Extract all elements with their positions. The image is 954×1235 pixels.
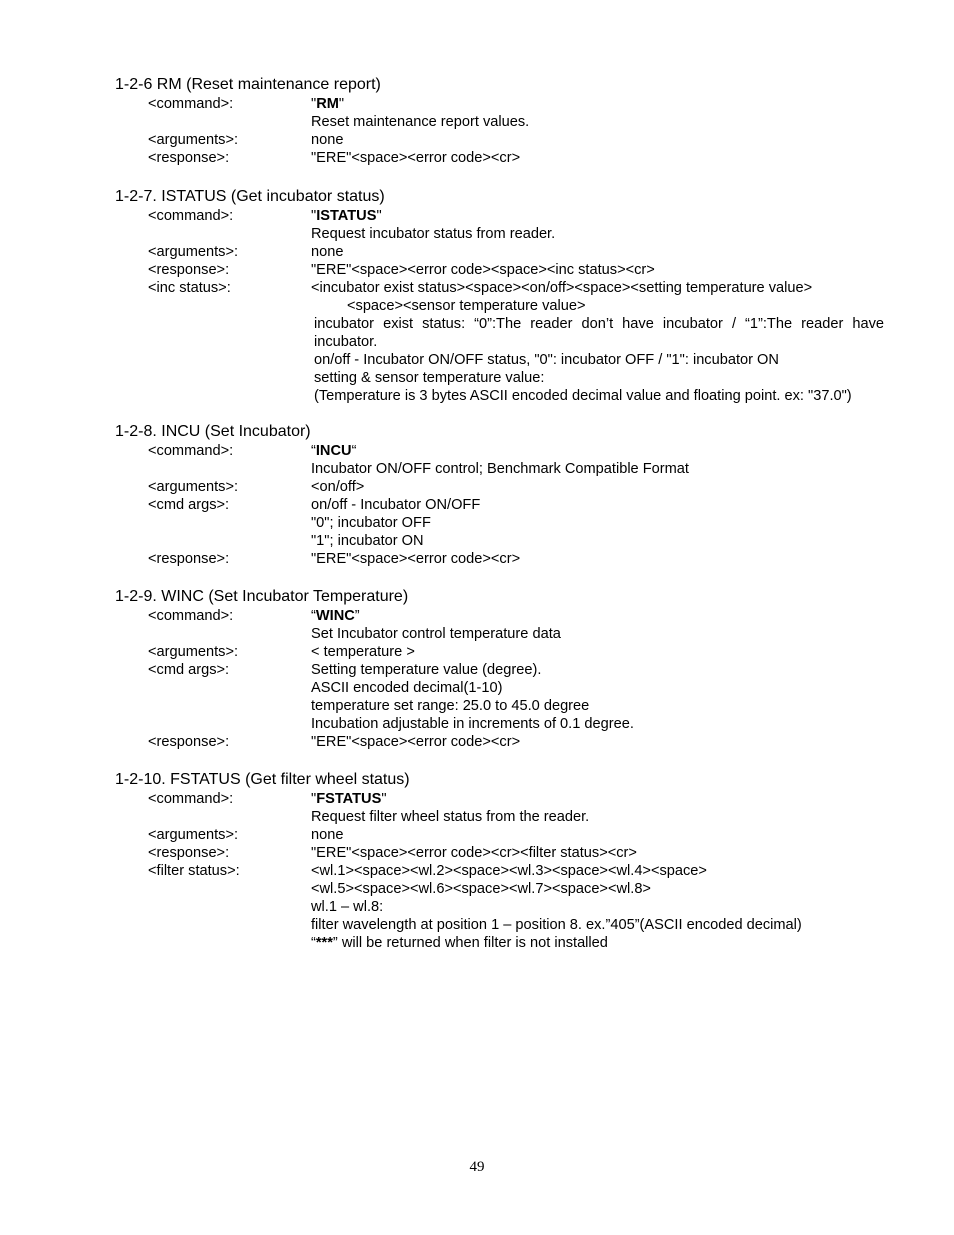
response-value: "ERE"<space><error code><space><inc status><cr>	[311, 262, 655, 278]
command-value: “INCU“	[311, 443, 357, 459]
section-heading: 1-2-10. FSTATUS (Get filter wheel status)	[115, 771, 410, 788]
cmd-args-line: Incubation adjustable in increments of 0.1 degree.	[311, 716, 634, 732]
cmd-args-row	[115, 697, 895, 715]
command-name: FSTATUS	[316, 791, 382, 807]
inc-status-row	[115, 315, 895, 333]
inc-status-line: setting & sensor temperature value:	[314, 370, 545, 386]
section-heading: 1-2-7. ISTATUS (Get incubator status)	[115, 188, 385, 205]
section-heading: 1-2-6 RM (Reset maintenance report)	[115, 76, 381, 93]
section-incu	[115, 422, 895, 568]
description-row	[115, 808, 895, 826]
response-row	[115, 550, 895, 568]
arguments-label: <arguments>:	[148, 479, 239, 495]
response-row	[115, 733, 895, 751]
command-row	[115, 95, 895, 113]
command-name: ISTATUS	[316, 208, 377, 224]
command-description: Request incubator status from reader.	[311, 226, 556, 242]
filter-status-row	[115, 934, 895, 952]
cmd-args-line: ASCII encoded decimal(1-10)	[311, 680, 503, 696]
arguments-label: <arguments>:	[148, 827, 239, 843]
response-label: <response>:	[148, 845, 230, 861]
arguments-label: <arguments>:	[148, 244, 239, 260]
arguments-value: none	[311, 244, 344, 260]
command-row	[115, 790, 895, 808]
inc-status-row	[115, 279, 895, 297]
cmd-args-line: Setting temperature value (degree).	[311, 662, 542, 678]
cmd-args-label: <cmd args>:	[148, 497, 230, 513]
arguments-value: none	[311, 827, 344, 843]
response-row	[115, 149, 895, 167]
section-istatus	[115, 187, 895, 405]
filter-status-line: <wl.5><space><wl.6><space><wl.7><space><wl.8>	[311, 881, 651, 897]
cmd-args-row	[115, 715, 895, 733]
inc-status-row	[115, 387, 895, 405]
description-row	[115, 225, 895, 243]
response-label: <response>:	[148, 734, 230, 750]
cmd-args-line: "0"; incubator OFF	[311, 515, 431, 531]
command-description: Request filter wheel status from the reader.	[311, 809, 590, 825]
section-heading: 1-2-9. WINC (Set Incubator Temperature)	[115, 588, 409, 605]
command-description: Set Incubator control temperature data	[311, 626, 561, 642]
response-value: "ERE"<space><error code><cr>	[311, 551, 521, 567]
command-value: "ISTATUS"	[311, 208, 382, 224]
arguments-value: < temperature >	[311, 644, 415, 660]
command-value: “WINC”	[311, 608, 360, 624]
section-heading: 1-2-8. INCU (Set Incubator)	[115, 423, 311, 440]
arguments-row	[115, 131, 895, 149]
command-row	[115, 207, 895, 225]
command-label: <command>:	[148, 608, 234, 624]
response-label: <response>:	[148, 262, 230, 278]
inc-status-row	[115, 297, 895, 315]
response-row	[115, 261, 895, 279]
not-installed-marker: ***	[315, 935, 333, 951]
section-winc	[115, 587, 895, 751]
inc-status-line: <incubator exist status><space><on/off><space><setting temperature value>	[311, 280, 813, 296]
command-label: <command>:	[148, 96, 234, 112]
command-name: RM	[316, 96, 339, 112]
command-row	[115, 607, 895, 625]
command-value: "RM"	[311, 96, 345, 112]
filter-status-label: <filter status>:	[148, 863, 240, 879]
description-row	[115, 460, 895, 478]
inc-status-row	[115, 333, 895, 351]
section-fstatus	[115, 770, 895, 952]
inc-status-line: (Temperature is 3 bytes ASCII encoded decimal value and floating point. ex: "37.0")	[314, 388, 852, 404]
filter-status-line: filter wavelength at position 1 – position 8. ex.”405”(ASCII encoded decimal)	[311, 917, 802, 933]
filter-status-row	[115, 898, 895, 916]
cmd-args-row	[115, 532, 895, 550]
command-name: WINC	[315, 608, 355, 624]
cmd-args-line: on/off - Incubator ON/OFF	[311, 497, 481, 513]
inc-status-line: incubator exist status: “0”:The reader don’t have incubator / “1”:The reader have	[314, 316, 884, 332]
command-description: Incubator ON/OFF control; Benchmark Compatible Format	[311, 461, 689, 477]
inc-status-line: on/off - Incubator ON/OFF status, "0": incubator OFF / "1": incubator ON	[314, 352, 779, 368]
section-rm	[115, 75, 895, 167]
cmd-args-line: temperature set range: 25.0 to 45.0 degree	[311, 698, 590, 714]
response-value: "ERE"<space><error code><cr><filter status><cr>	[311, 845, 637, 861]
inc-status-line: <space><sensor temperature value>	[347, 298, 586, 314]
cmd-args-row	[115, 496, 895, 514]
response-row	[115, 844, 895, 862]
arguments-row	[115, 826, 895, 844]
description-row	[115, 625, 895, 643]
inc-status-row	[115, 351, 895, 369]
arguments-value: <on/off>	[311, 479, 365, 495]
filter-status-row	[115, 880, 895, 898]
arguments-row	[115, 643, 895, 661]
inc-status-row	[115, 369, 895, 387]
arguments-row	[115, 243, 895, 261]
arguments-label: <arguments>:	[148, 132, 239, 148]
inc-status-label: <inc status>:	[148, 280, 231, 296]
inc-status-line: incubator.	[314, 334, 378, 350]
cmd-args-row	[115, 514, 895, 532]
cmd-args-row	[115, 661, 895, 679]
command-label: <command>:	[148, 791, 234, 807]
command-label: <command>:	[148, 443, 234, 459]
response-value: "ERE"<space><error code><cr>	[311, 150, 521, 166]
filter-status-line: <wl.1><space><wl.2><space><wl.3><space><wl.4><space>	[311, 863, 707, 879]
arguments-row	[115, 478, 895, 496]
response-label: <response>:	[148, 551, 230, 567]
arguments-value: none	[311, 132, 344, 148]
command-value: "FSTATUS"	[311, 791, 387, 807]
command-description: Reset maintenance report values.	[311, 114, 530, 130]
command-name: INCU	[315, 443, 352, 459]
command-label: <command>:	[148, 208, 234, 224]
response-label: <response>:	[148, 150, 230, 166]
arguments-label: <arguments>:	[148, 644, 239, 660]
filter-status-row	[115, 916, 895, 934]
filter-status-line: “***” will be returned when filter is not installed	[311, 935, 608, 951]
description-row	[115, 113, 895, 131]
cmd-args-row	[115, 679, 895, 697]
filter-status-row	[115, 862, 895, 880]
cmd-args-label: <cmd args>:	[148, 662, 230, 678]
page-number: 49	[469, 1159, 485, 1175]
filter-status-line: wl.1 – wl.8:	[311, 899, 384, 915]
response-value: "ERE"<space><error code><cr>	[311, 734, 521, 750]
cmd-args-line: "1"; incubator ON	[311, 533, 424, 549]
command-row	[115, 442, 895, 460]
